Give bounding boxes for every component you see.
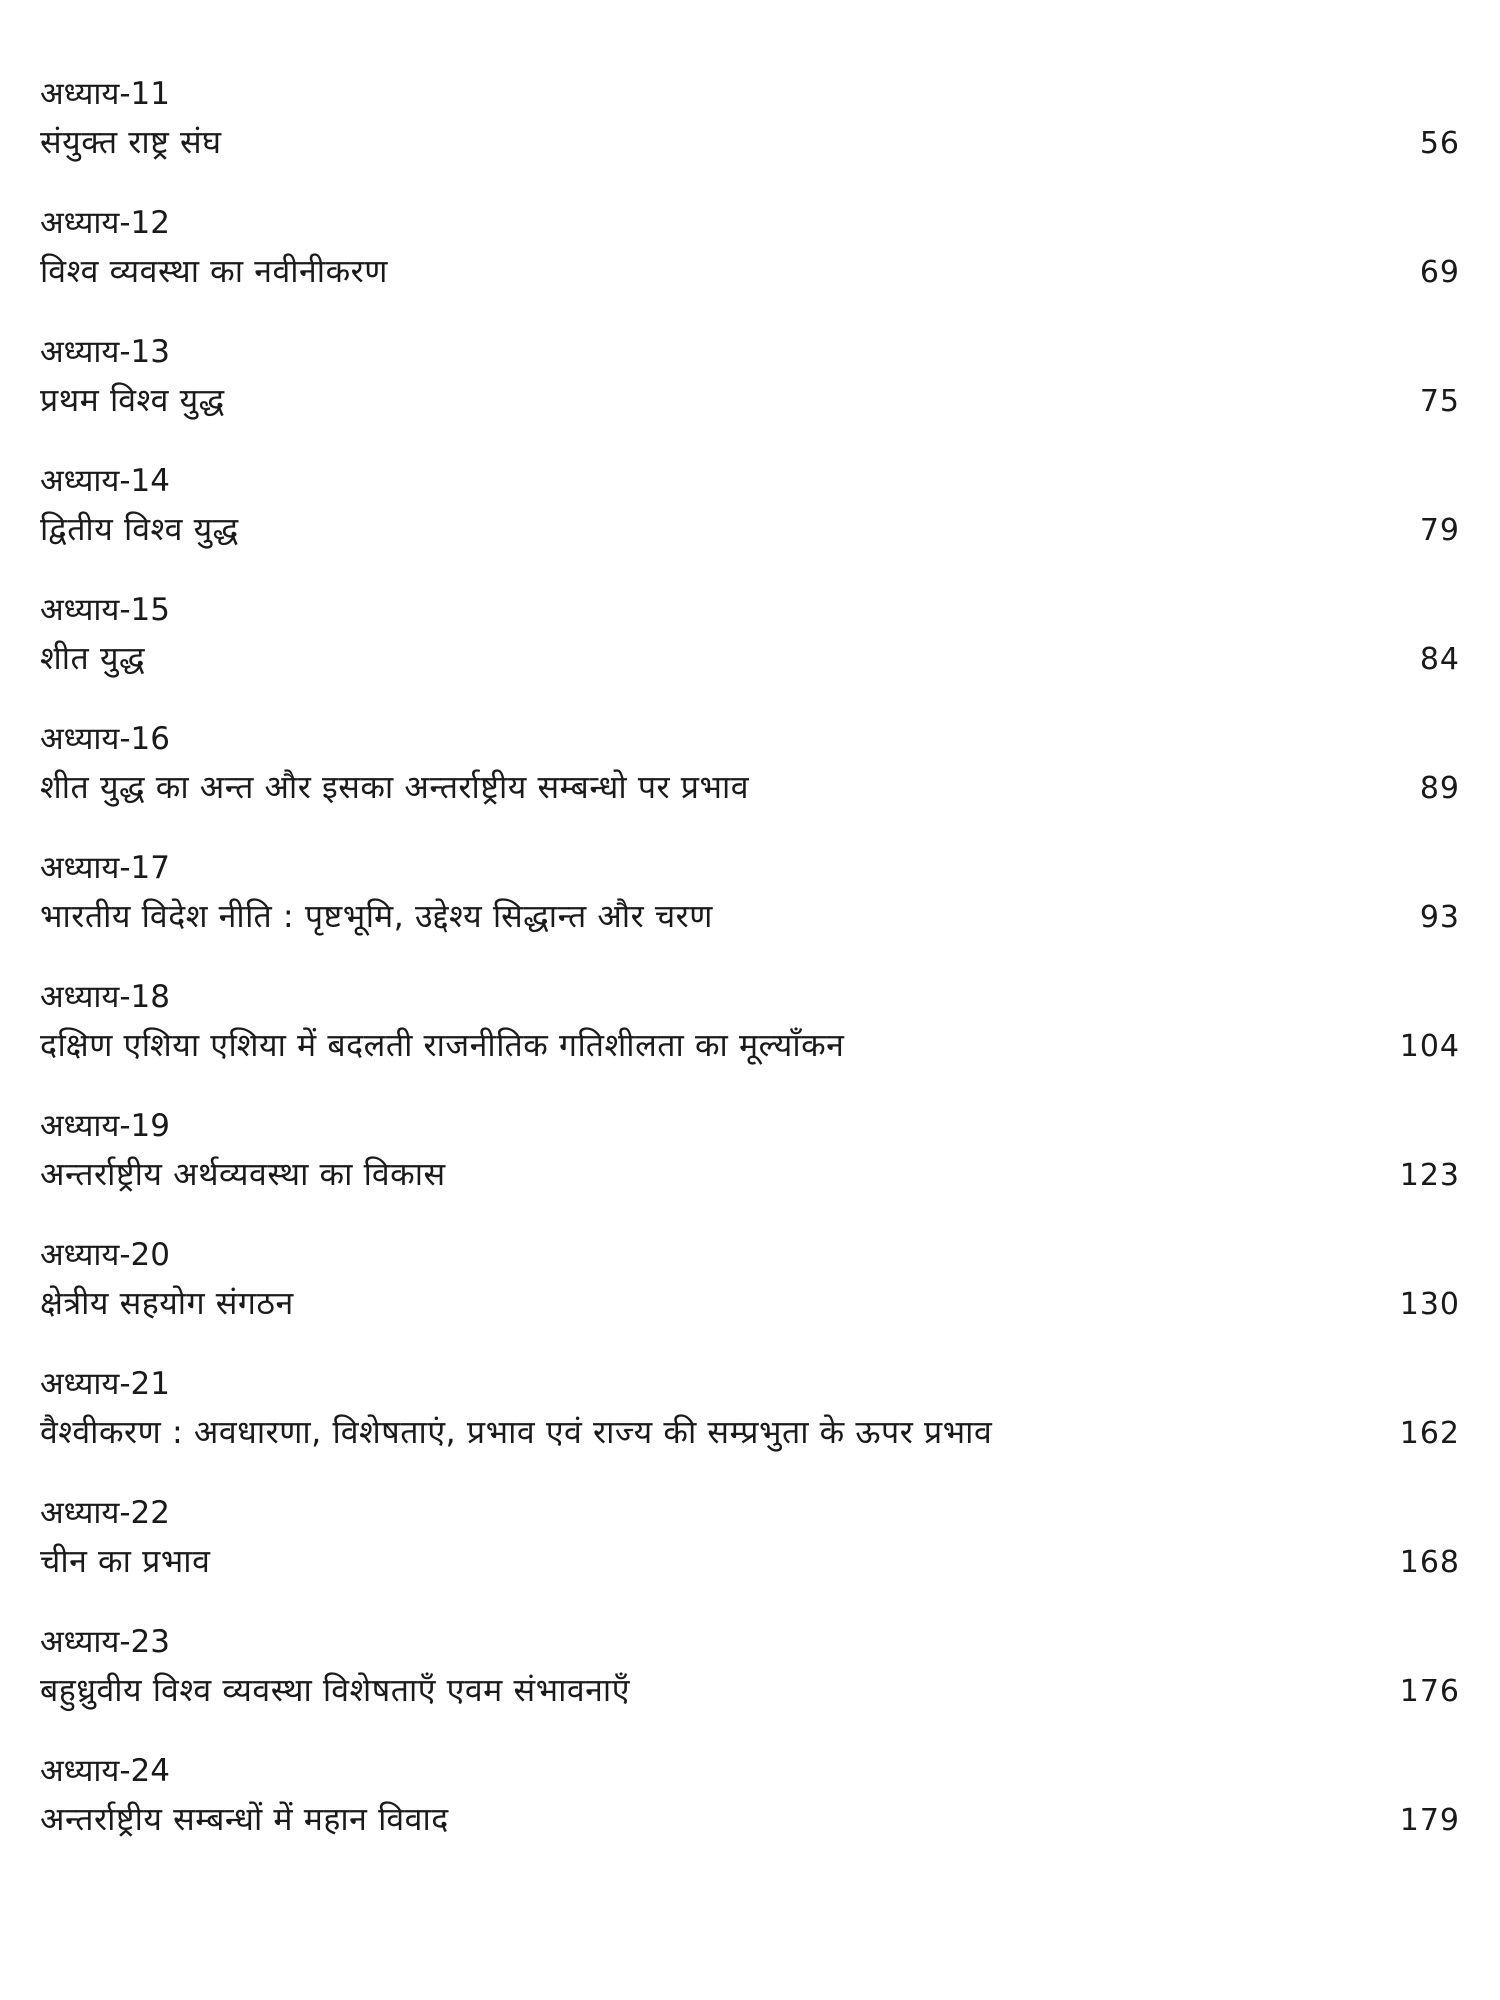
chapter-title[interactable]: क्षेत्रीय सहयोग संगठन	[40, 1284, 294, 1322]
chapter-label: अध्याय-12	[40, 205, 170, 241]
chapter-title[interactable]: शीत युद्ध	[40, 639, 146, 677]
page-number: 130	[1399, 1287, 1460, 1322]
page-number: 104	[1399, 1029, 1460, 1064]
page-number: 93	[1419, 900, 1460, 935]
chapter-label: अध्याय-24	[40, 1753, 170, 1789]
chapter-title[interactable]: वैश्वीकरण : अवधारणा, विशेषताएं, प्रभाव एवं राज्य की सम्प्रभुता के ऊपर प्रभाव	[40, 1413, 993, 1451]
table-of-contents	[40, 70, 1460, 1876]
toc-entry[interactable]	[40, 1747, 1460, 1876]
chapter-label: अध्याय-15	[40, 592, 170, 628]
toc-entry[interactable]	[40, 1618, 1460, 1747]
toc-entry[interactable]	[40, 328, 1460, 457]
chapter-title[interactable]: दक्षिण एशिया एशिया में बदलती राजनीतिक गतिशीलता का मूल्यॉंकन	[40, 1026, 845, 1064]
chapter-label: अध्याय-22	[40, 1495, 170, 1531]
page-number: 69	[1419, 255, 1460, 290]
page-number: 84	[1419, 642, 1460, 677]
page-number: 123	[1399, 1158, 1460, 1193]
chapter-label: अध्याय-23	[40, 1624, 170, 1660]
chapter-label: अध्याय-21	[40, 1366, 170, 1402]
toc-entry[interactable]	[40, 199, 1460, 328]
chapter-label: अध्याय-16	[40, 721, 170, 757]
toc-entry[interactable]	[40, 844, 1460, 973]
chapter-title[interactable]: बहुध्रुवीय विश्व व्यवस्था विशेषताएँ एवम संभावनाएँ	[40, 1671, 630, 1709]
chapter-label: अध्याय-20	[40, 1237, 170, 1273]
toc-entry[interactable]	[40, 1489, 1460, 1618]
page-number: 176	[1399, 1674, 1460, 1709]
page-number: 162	[1399, 1416, 1460, 1451]
page-number: 79	[1419, 513, 1460, 548]
chapter-title[interactable]: विश्व व्यवस्था का नवीनीकरण	[40, 252, 388, 290]
chapter-label: अध्याय-13	[40, 334, 170, 370]
toc-entry[interactable]	[40, 586, 1460, 715]
chapter-title[interactable]: शीत युद्ध का अन्त और इसका अन्तर्राष्ट्रीय सम्बन्धो पर प्रभाव	[40, 768, 750, 806]
chapter-label: अध्याय-14	[40, 463, 170, 499]
toc-entry[interactable]	[40, 715, 1460, 844]
page-number: 168	[1399, 1545, 1460, 1580]
chapter-label: अध्याय-18	[40, 979, 170, 1015]
page-number: 89	[1419, 771, 1460, 806]
chapter-label: अध्याय-11	[40, 76, 170, 112]
page-number: 179	[1399, 1803, 1460, 1838]
page-number: 75	[1419, 384, 1460, 419]
chapter-title[interactable]: द्वितीय विश्व युद्ध	[40, 510, 239, 548]
chapter-title[interactable]: संयुक्त राष्ट्र संघ	[40, 123, 222, 161]
chapter-title[interactable]: चीन का प्रभाव	[40, 1542, 211, 1580]
toc-entry[interactable]	[40, 1360, 1460, 1489]
toc-entry[interactable]	[40, 70, 1460, 199]
chapter-title[interactable]: अन्तर्राष्ट्रीय सम्बन्धों में महान विवाद	[40, 1800, 449, 1838]
toc-entry[interactable]	[40, 973, 1460, 1102]
toc-entry[interactable]	[40, 1231, 1460, 1360]
page-number: 56	[1419, 126, 1460, 161]
chapter-label: अध्याय-17	[40, 850, 170, 886]
chapter-title[interactable]: अन्तर्राष्ट्रीय अर्थव्यवस्था का विकास	[40, 1155, 446, 1193]
chapter-title[interactable]: भारतीय विदेश नीति : पृष्टभूमि, उद्देश्य सिद्धान्त और चरण	[40, 897, 713, 935]
chapter-title[interactable]: प्रथम विश्व युद्ध	[40, 381, 225, 419]
toc-entry[interactable]	[40, 457, 1460, 586]
chapter-label: अध्याय-19	[40, 1108, 170, 1144]
toc-entry[interactable]	[40, 1102, 1460, 1231]
